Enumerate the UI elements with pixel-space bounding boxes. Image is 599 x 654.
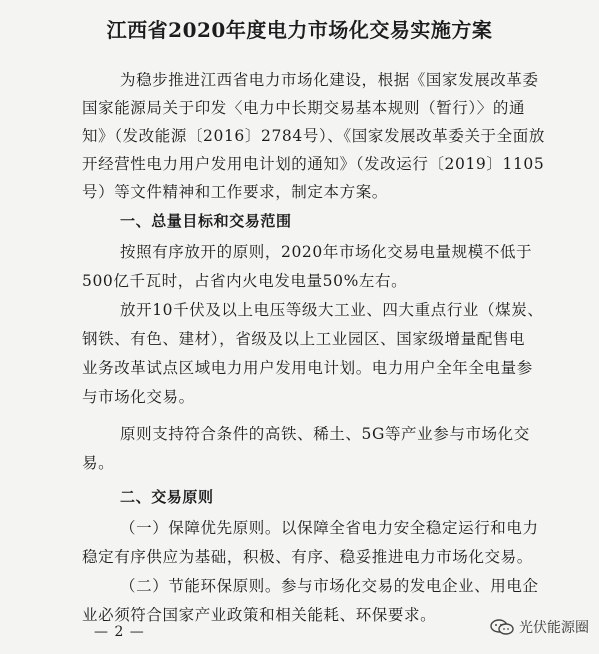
paragraph-line: （二）节能环保原则。参与市场化交易的发电企业、用电企 xyxy=(120,577,539,595)
page-number: — 2 — xyxy=(94,624,145,640)
paragraph-line: 钢铁、有色、建材），省级及以上工业园区、国家级增量配售电 xyxy=(82,330,526,348)
paragraph-line: 500亿千瓦时，占省内火电发电量50%左右。 xyxy=(82,272,408,290)
paragraph-line: 国家能源局关于印发〈电力中长期交易基本规则（暂行）〉的通 xyxy=(82,99,526,117)
paragraph-line: 号）等文件精神和工作要求，制定本方案。 xyxy=(82,183,388,201)
paragraph-line: 原则支持符合条件的高铁、稀土、5G等产业参与市场化交 xyxy=(120,425,530,443)
wechat-icon xyxy=(489,618,515,636)
watermark-text: 光伏能源圈 xyxy=(519,620,589,636)
paragraph-line: 放开10千伏及以上电压等级大工业、四大重点行业（煤炭、 xyxy=(120,301,544,319)
section-heading: 一、总量目标和交易范围 xyxy=(120,212,292,230)
document-title: 江西省2020年度电力市场化交易实施方案 xyxy=(106,18,493,42)
section-heading: 二、交易原则 xyxy=(120,488,214,506)
paragraph-line: 业务改革试点区域电力用户发用电计划。电力用户全年全电量参 xyxy=(82,359,533,377)
paragraph-line: （一）保障优先原则。以保障全省电力安全稳定运行和电力 xyxy=(120,519,539,537)
watermark xyxy=(489,617,589,637)
paragraph-line: 按照有序放开的原则，2020年市场化交易电量规模不低于 xyxy=(120,243,533,261)
paragraph-line: 为稳步推进江西省电力市场化建设，根据《国家发展改革委 xyxy=(120,71,539,89)
paragraph-line: 稳定有序供应为基础，积极、有序、稳妥推进电力市场化交易。 xyxy=(82,548,533,566)
paragraph-line: 与市场化交易。 xyxy=(82,388,195,406)
paragraph-line: 知》（发改能源〔2016〕2784号）、《国家发展改革委关于全面放 xyxy=(82,127,545,145)
paragraph-line: 易。 xyxy=(82,454,115,472)
paragraph-line: 业必须符合国家产业政策和相关能耗、环保要求。 xyxy=(82,606,437,624)
paragraph-line: 开经营性电力用户发用电计划的通知》（发改运行〔2019〕1105 xyxy=(82,155,545,173)
